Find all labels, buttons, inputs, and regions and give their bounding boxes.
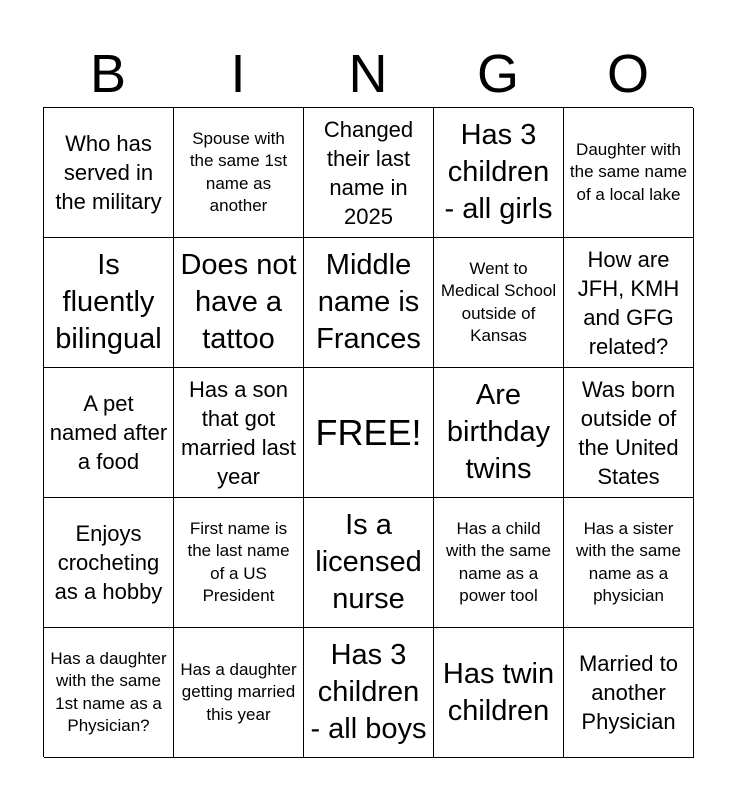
cell-text: A pet named after a food	[49, 391, 168, 474]
header-letter-i: I	[230, 44, 246, 104]
bingo-cell[interactable]	[564, 368, 694, 498]
cell-text: Has twin children	[442, 657, 555, 727]
free-space-text: FREE!	[315, 411, 422, 453]
header-letter-n: N	[348, 44, 388, 104]
bingo-cell[interactable]	[564, 498, 694, 628]
bingo-cell[interactable]	[304, 498, 434, 628]
bingo-cell[interactable]	[174, 368, 304, 498]
cell-text: Has a child with the same name as a power tool	[446, 518, 551, 605]
bingo-cell[interactable]	[174, 628, 304, 758]
cell-text: Married to another Physician	[578, 651, 679, 734]
cell-text: Are birthday twins	[446, 379, 551, 485]
cell-text: Is fluently bilingual	[55, 249, 162, 355]
cell-text: First name is the last name of a US President	[187, 518, 290, 605]
cell-text: Has a daughter with the same 1st name as a Physician?	[50, 648, 167, 735]
bingo-cell[interactable]	[44, 238, 174, 368]
cell-text: Spouse with the same 1st name as another	[189, 128, 288, 215]
cell-text: Does not have a tattoo	[180, 249, 297, 355]
bingo-cell[interactable]	[564, 628, 694, 758]
cell-text: Has a son that got married last year	[181, 376, 296, 489]
header-letter-g: G	[476, 44, 519, 104]
cell-text: Who has served in the military	[55, 131, 162, 214]
bingo-cell[interactable]	[44, 628, 174, 758]
bingo-cell[interactable]	[304, 238, 434, 368]
cell-text: Changed their last name in 2025	[323, 116, 414, 229]
bingo-cell[interactable]	[44, 368, 174, 498]
bingo-cell[interactable]	[434, 368, 564, 498]
cell-text: Has a daughter getting married this year	[180, 659, 297, 724]
bingo-cell[interactable]	[434, 238, 564, 368]
bingo-cell[interactable]	[174, 498, 304, 628]
bingo-cell[interactable]	[564, 238, 694, 368]
free-space[interactable]	[304, 368, 434, 498]
cell-text: Is a licensed nurse	[315, 509, 422, 615]
cell-text: Enjoys crocheting as a hobby	[54, 521, 163, 604]
bingo-cell[interactable]	[174, 108, 304, 238]
cell-text: Has 3 children - all girls	[444, 119, 553, 225]
cell-text: Daughter with the same name of a local lake	[569, 139, 688, 204]
bingo-cell[interactable]	[44, 498, 174, 628]
bingo-cell[interactable]	[564, 108, 694, 238]
bingo-board	[43, 107, 693, 757]
bingo-cell[interactable]	[174, 238, 304, 368]
bingo-cell[interactable]	[304, 108, 434, 238]
header-letter-b: B	[89, 44, 127, 104]
cell-text: Middle name is Frances	[316, 249, 421, 355]
cell-text: How are JFH, KMH and GFG related?	[577, 246, 680, 359]
bingo-cell[interactable]	[304, 628, 434, 758]
header-letter-o: O	[606, 44, 649, 104]
cell-text: Was born outside of the United States	[578, 376, 679, 489]
bingo-cell[interactable]	[44, 108, 174, 238]
cell-text: Has 3 children - all boys	[310, 639, 427, 745]
bingo-cell[interactable]	[434, 108, 564, 238]
bingo-header	[43, 40, 693, 108]
bingo-cell[interactable]	[434, 628, 564, 758]
cell-text: Has a sister with the same name as a physician	[576, 518, 681, 605]
cell-text: Went to Medical School outside of Kansas	[440, 258, 557, 345]
bingo-cell[interactable]	[434, 498, 564, 628]
